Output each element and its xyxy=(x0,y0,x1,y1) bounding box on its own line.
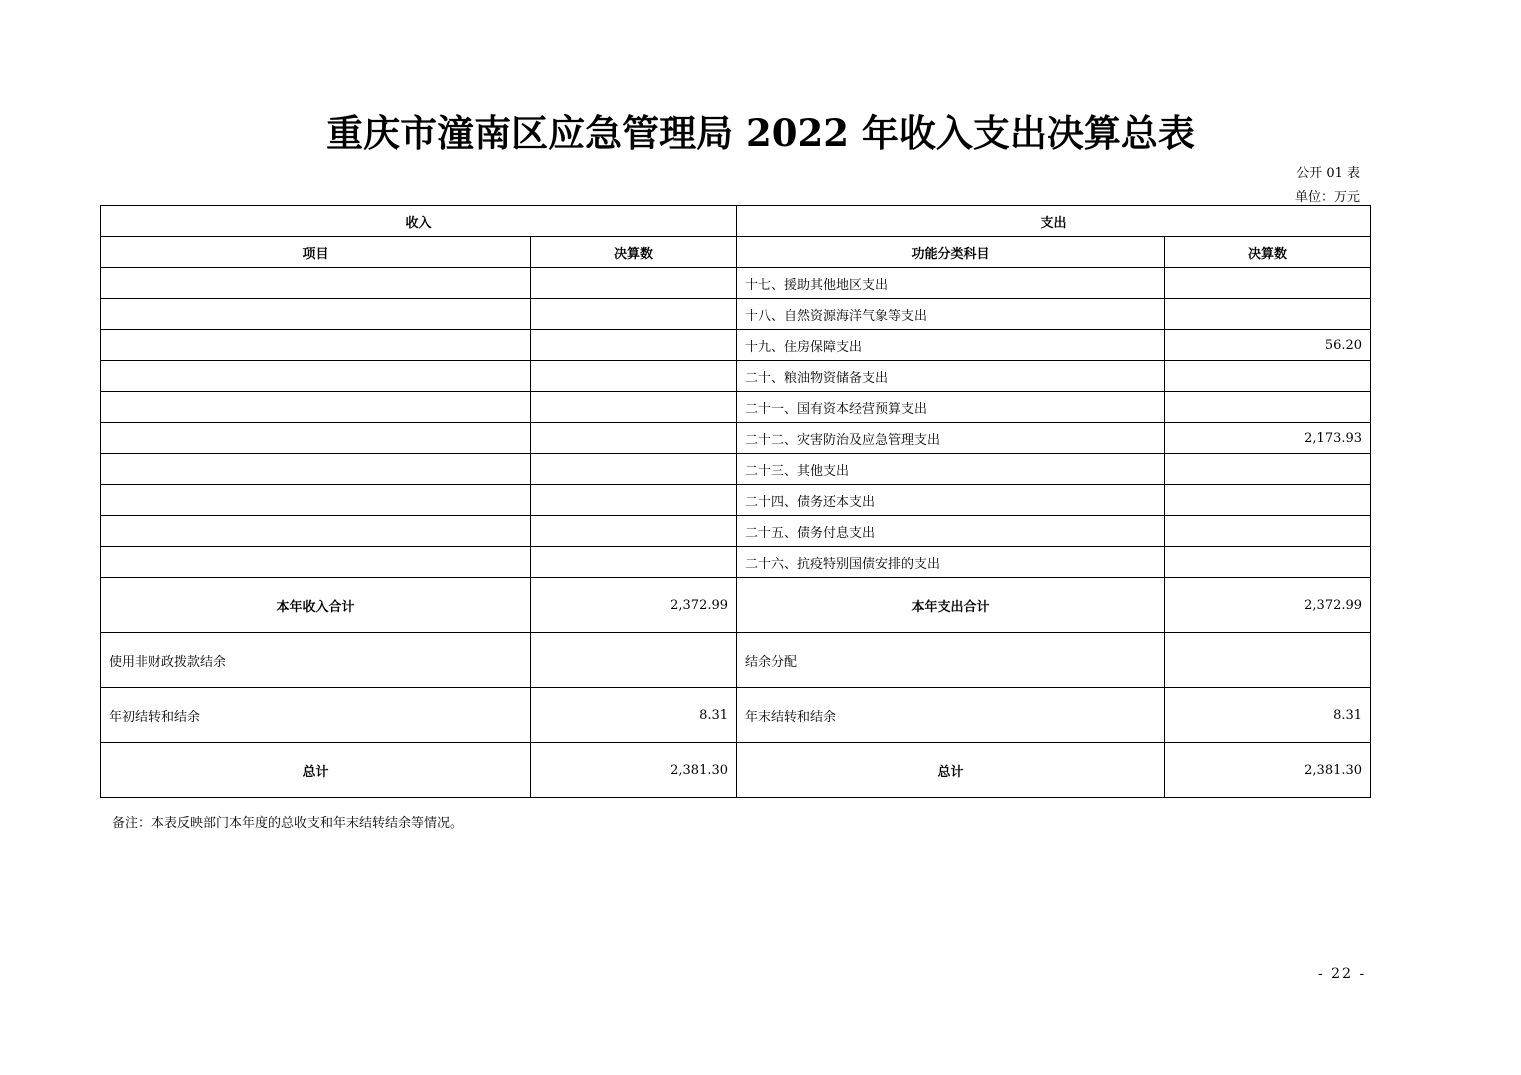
form-number: 公开 01 表 xyxy=(1296,166,1360,181)
footnote: 备注：本表反映部门本年度的总收支和年末结转结余等情况。 xyxy=(112,816,464,831)
expense-item-cell: 二十三、其他支出 xyxy=(737,454,1165,485)
expense-item-cell: 十八、自然资源海洋气象等支出 xyxy=(737,299,1165,330)
income-amount-cell xyxy=(531,423,737,454)
end-balance-label: 年末结转和结余 xyxy=(737,688,1165,743)
table-section-header-row xyxy=(101,206,1371,237)
expense-item-cell: 二十一、国有资本经营预算支出 xyxy=(737,392,1165,423)
expense-item-cell: 二十六、抗疫特别国债安排的支出 xyxy=(737,547,1165,578)
begin-balance-value: 8.31 xyxy=(531,688,737,743)
expense-amount-cell xyxy=(1165,299,1371,330)
income-amount-cell xyxy=(531,268,737,299)
income-section-header: 收入 xyxy=(101,206,737,237)
income-item-cell xyxy=(101,547,531,578)
expense-amount-cell xyxy=(1165,392,1371,423)
expense-amount-cell xyxy=(1165,547,1371,578)
table-row xyxy=(101,547,1371,578)
income-item-cell xyxy=(101,361,531,392)
income-subtotal-label: 本年收入合计 xyxy=(101,578,531,633)
income-amount-column-header: 决算数 xyxy=(531,237,737,268)
income-item-cell xyxy=(101,330,531,361)
income-item-cell xyxy=(101,516,531,547)
expense-amount-cell xyxy=(1165,516,1371,547)
expense-amount-cell: 2,173.93 xyxy=(1165,423,1371,454)
expense-subtotal-value: 2,372.99 xyxy=(1165,578,1371,633)
table-row xyxy=(101,299,1371,330)
income-item-cell xyxy=(101,454,531,485)
expense-amount-cell xyxy=(1165,485,1371,516)
income-amount-cell xyxy=(531,299,737,330)
subtotal-row xyxy=(101,578,1371,633)
expense-total-label: 总计 xyxy=(737,743,1165,798)
table-row xyxy=(101,516,1371,547)
surplus-distribution-label: 结余分配 xyxy=(737,633,1165,688)
non-fiscal-balance-row xyxy=(101,633,1371,688)
income-item-cell xyxy=(101,299,531,330)
begin-balance-label: 年初结转和结余 xyxy=(101,688,531,743)
table-row xyxy=(101,485,1371,516)
income-amount-cell xyxy=(531,485,737,516)
income-subtotal-value: 2,372.99 xyxy=(531,578,737,633)
income-item-cell xyxy=(101,485,531,516)
expense-item-cell: 十九、住房保障支出 xyxy=(737,330,1165,361)
unit-label: 单位：万元 xyxy=(1294,190,1360,205)
income-amount-cell xyxy=(531,516,737,547)
table-row xyxy=(101,454,1371,485)
table-row xyxy=(101,423,1371,454)
table-row xyxy=(101,330,1371,361)
expense-total-value: 2,381.30 xyxy=(1165,743,1371,798)
income-amount-cell xyxy=(531,330,737,361)
item-column-header: 项目 xyxy=(101,237,531,268)
expense-item-cell: 二十四、债务还本支出 xyxy=(737,485,1165,516)
income-total-label: 总计 xyxy=(101,743,531,798)
expense-subtotal-label: 本年支出合计 xyxy=(737,578,1165,633)
income-item-cell xyxy=(101,392,531,423)
expense-item-cell: 二十五、债务付息支出 xyxy=(737,516,1165,547)
page-title: 重庆市潼南区应急管理局 2022 年收入支出决算总表 xyxy=(326,111,1195,155)
end-balance-value: 8.31 xyxy=(1165,688,1371,743)
expense-amount-cell xyxy=(1165,454,1371,485)
income-amount-cell xyxy=(531,547,737,578)
expense-section-header: 支出 xyxy=(737,206,1371,237)
expense-amount-cell xyxy=(1165,361,1371,392)
expense-item-cell: 十七、援助其他地区支出 xyxy=(737,268,1165,299)
carryover-row xyxy=(101,688,1371,743)
expense-item-cell: 二十、粮油物资储备支出 xyxy=(737,361,1165,392)
table-row xyxy=(101,268,1371,299)
expense-amount-cell xyxy=(1165,268,1371,299)
income-amount-cell xyxy=(531,361,737,392)
table-row xyxy=(101,392,1371,423)
expense-amount-cell: 56.20 xyxy=(1165,330,1371,361)
non-fiscal-value xyxy=(531,633,737,688)
surplus-distribution-value xyxy=(1165,633,1371,688)
income-amount-cell xyxy=(531,454,737,485)
income-item-cell xyxy=(101,268,531,299)
grand-total-row xyxy=(101,743,1371,798)
income-total-value: 2,381.30 xyxy=(531,743,737,798)
income-amount-cell xyxy=(531,392,737,423)
table-row xyxy=(101,361,1371,392)
page-number: - 22 - xyxy=(1318,966,1367,982)
expense-item-cell: 二十二、灾害防治及应急管理支出 xyxy=(737,423,1165,454)
category-column-header: 功能分类科目 xyxy=(737,237,1165,268)
income-item-cell xyxy=(101,423,531,454)
income-expense-table xyxy=(100,205,1371,798)
expense-amount-column-header: 决算数 xyxy=(1165,237,1371,268)
non-fiscal-label: 使用非财政拨款结余 xyxy=(101,633,531,688)
table-column-header-row xyxy=(101,237,1371,268)
